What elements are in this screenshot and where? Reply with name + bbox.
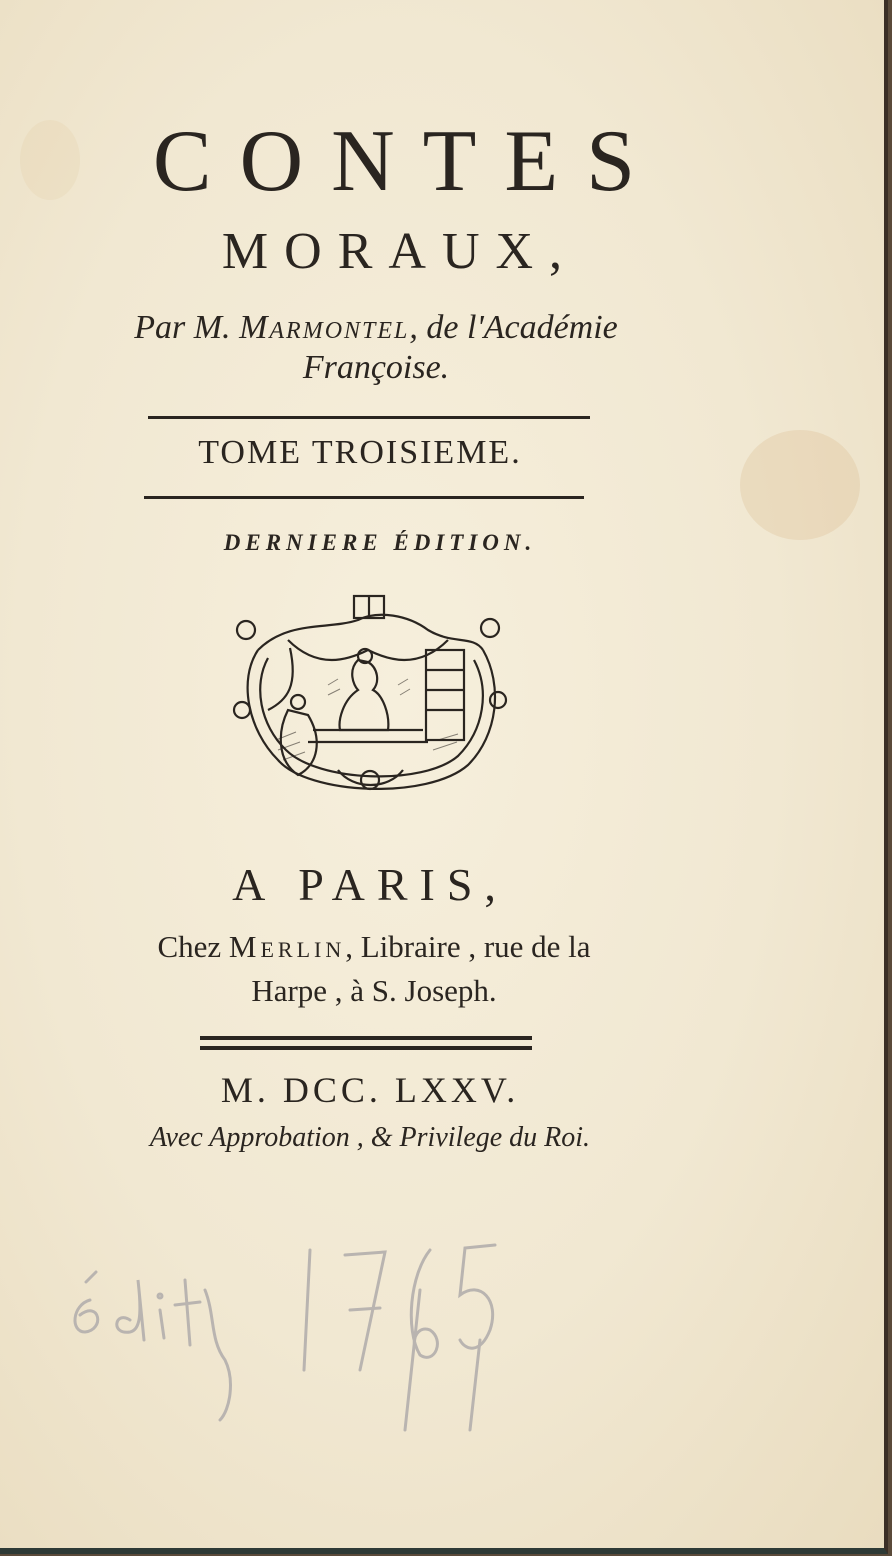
publication-date: M. DCC. LXXV. — [220, 1070, 520, 1110]
publisher-statement — [94, 925, 654, 1013]
book-subtitle: MORAUX, — [221, 223, 579, 280]
publisher-address: , Libraire , rue de la — [345, 929, 591, 964]
double-rule-top — [200, 1036, 532, 1040]
royal-privilege: Avec Approbation , & Privilege du Roi. — [149, 1122, 591, 1153]
publisher-name: Merlin — [228, 929, 346, 964]
publisher-prefix: Chez — [157, 929, 222, 964]
handwriting-text: édit 1765 — [60, 1447, 68, 1449]
author-prefix: Par M. — [134, 309, 231, 346]
paper-stain — [740, 430, 860, 540]
author-suffix: , de l'Académie — [409, 309, 618, 346]
imprint-place: A PARIS, — [232, 859, 508, 910]
engraved-vignette — [228, 590, 510, 810]
volume-number: TOME TROISIEME. — [198, 434, 522, 471]
divider-rule — [144, 496, 584, 499]
author-line-2: Françoise. — [302, 349, 450, 387]
author-line — [96, 308, 656, 388]
publisher-address-2: Harpe , à S. Joseph. — [251, 973, 497, 1009]
pencil-annotation — [60, 1220, 530, 1450]
divider-rule — [148, 416, 590, 419]
double-rule-bottom — [200, 1046, 532, 1050]
edition-statement: DERNIERE ÉDITION. — [223, 530, 537, 555]
author-name: Marmontel — [239, 309, 410, 346]
book-title: CONTES — [152, 113, 664, 210]
